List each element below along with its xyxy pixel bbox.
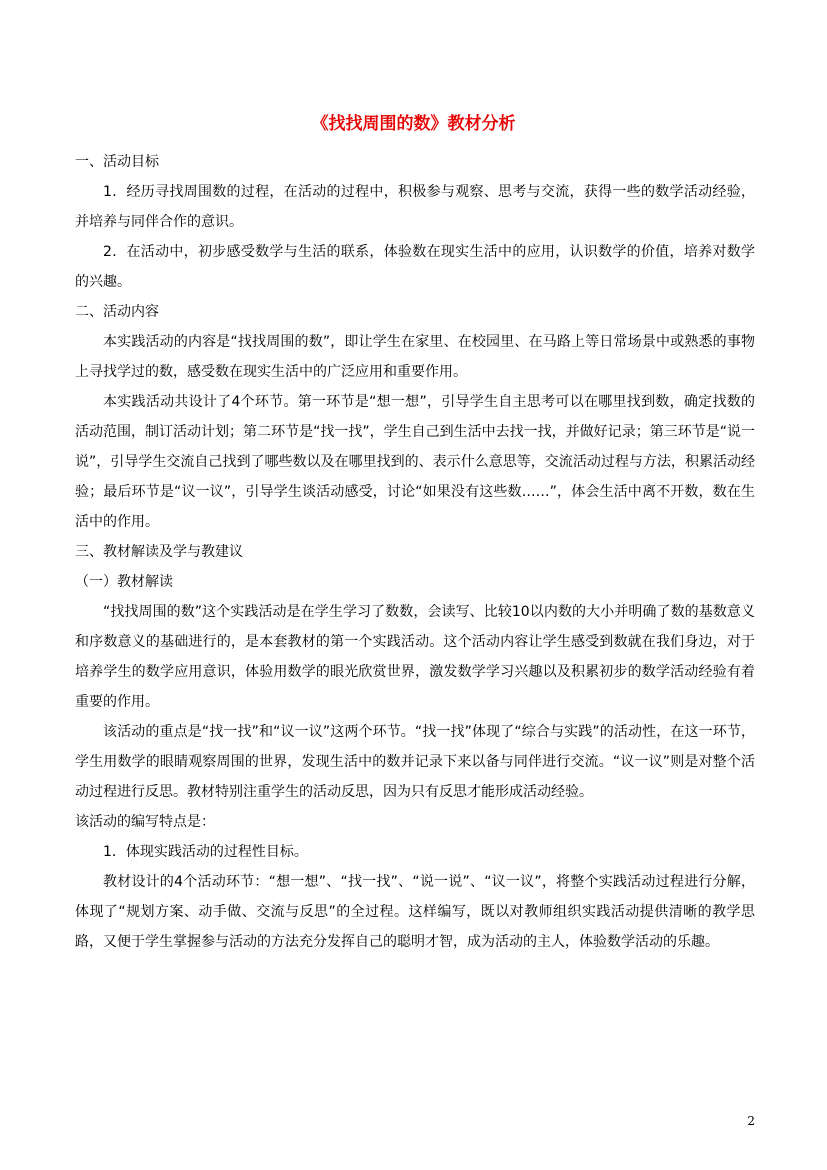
paragraph-interpretation-1: “找找周围的数”这个实践活动是在学生学习了数数，会读写、比较10以内数的大小并明确了数的基数意义和序数意义的基础进行的，是本套教材的第一个实践活动。这个活动内容让学生感受到数就在我们身边，对于培养学生的数学应用意识，体验用数学的眼光欣赏世界，激发数学学习兴趣以及积累初步的数学活动经验有着重要的作用。 [75, 604, 755, 710]
section-heading-interpretation: 三、教材解读及学与教建议 [75, 544, 243, 560]
paragraph-features-intro: 该活动的编写特点是： [75, 814, 215, 830]
page-number: 2 [747, 1114, 755, 1128]
document-body [75, 147, 755, 957]
paragraph-feature-1-detail: 教材设计的4个活动环节：“想一想”、“找一找”、“说一说”、“议一议”，将整个实践活动过程进行分解，体现了“规划方案、动手做、交流与反思”的全过程。这样编写，既以对教师组织实践活动提供清晰的教学思路，又便于学生掌握参与活动的方法充分发挥自己的聪明才智，成为活动的主人，体验数学活动的乐趣。 [75, 874, 755, 950]
paragraph-goal-2: 2．在活动中，初步感受数学与生活的联系，体验数在现实生活中的应用，认识数学的价值，培养对数学的兴趣。 [75, 244, 755, 290]
document-title: 《找找周围的数》教材分析 [311, 114, 516, 134]
section-heading-goals: 一、活动目标 [75, 154, 159, 170]
paragraph-interpretation-2: 该活动的重点是“找一找”和“议一议”这两个环节。“找一找”体现了“综合与实践”的活动性，在这一环节，学生用数学的眼睛观察周围的世界，发现生活中的数并记录下来以备与同伴进行交流。“议一议”则是对整个活动过程进行反思。教材特别注重学生的活动反思，因为只有反思才能形成活动经验。 [75, 724, 755, 800]
paragraph-feature-1: 1．体现实践活动的过程性目标。 [103, 844, 308, 860]
paragraph-content-2: 本实践活动共设计了4个环节。第一环节是“想一想”，引导学生自主思考可以在哪里找到数，确定找数的活动范围，制订活动计划；第二环节是“找一找”，学生自己到生活中去找一找，并做好记录；第三环节是“说一说”，引导学生交流自己找到了哪些数以及在哪里找到的、表示什么意思等，交流活动过程与方法，积累活动经验；最后环节是“议一议”，引导学生谈活动感受，讨论“如果没有这些数……”，体会生活中离不开数，数在生活中的作用。 [75, 394, 755, 530]
paragraph-goal-1: 1．经历寻找周围数的过程，在活动的过程中，积极参与观察、思考与交流，获得一些的数学活动经验，并培养与同伴合作的意识。 [75, 184, 755, 230]
subsection-heading-interpretation: （一）教材解读 [75, 574, 173, 590]
section-heading-content: 二、活动内容 [75, 304, 159, 320]
paragraph-content-1: 本实践活动的内容是“找找周围的数”，即让学生在家里、在校园里、在马路上等日常场景中或熟悉的事物上寻找学过的数，感受数在现实生活中的广泛应用和重要作用。 [75, 334, 755, 380]
